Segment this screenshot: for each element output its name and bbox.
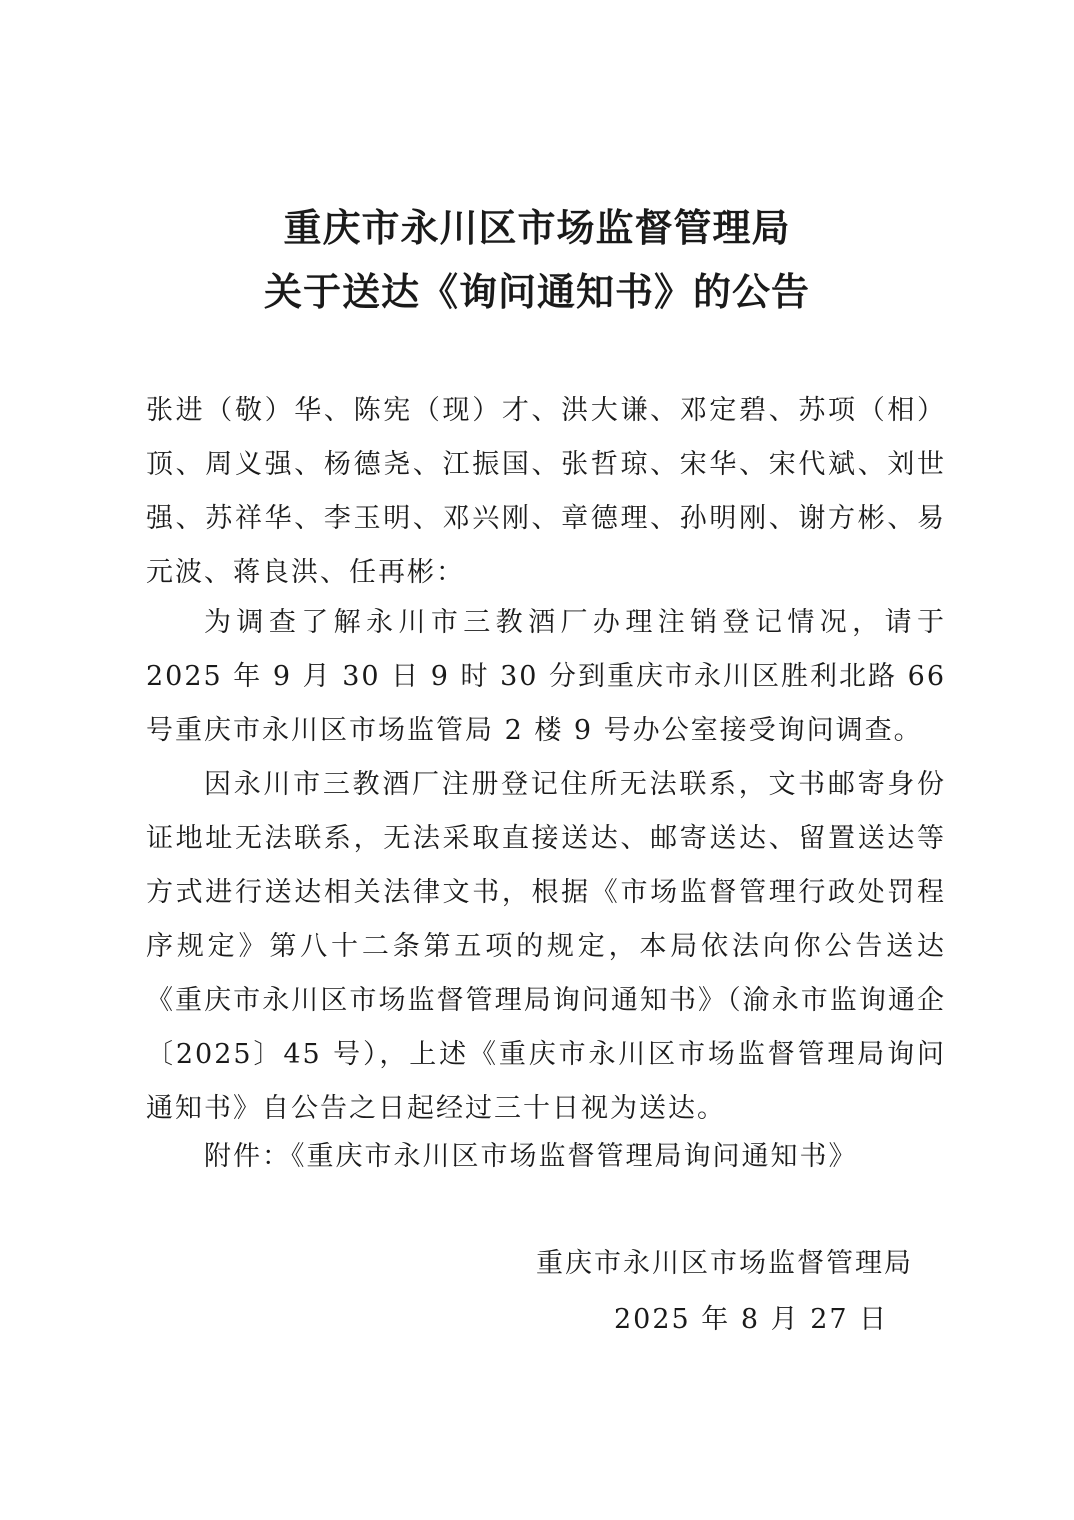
addressee-list: 张进（敬）华、陈宪（现）才、洪大谦、邓定碧、苏项（相）顶、周义强、杨德尧、江振国、张哲琼、宋华、宋代斌、刘世强、苏祥华、李玉明、邓兴刚、章德理、孙明刚、谢方彬、易元波、蒋良洪、任再彬： <box>146 395 946 588</box>
paragraph-inquiry-request: 为调查了解永川市三教酒厂办理注销登记情况，请于 2025 年 9 月 30 日 9 时 30 分到重庆市永川区胜利北路 66 号重庆市永川区市场监管局 2 楼 9 号办公室接受询问调查。 <box>146 607 946 746</box>
document-title-line-1: 重庆市永川区市场监督管理局 <box>283 205 791 250</box>
signature-date: 2025 年 8 月 27 日 <box>614 1304 889 1335</box>
paragraph-service-reason: 因永川市三教酒厂注册登记住所无法联系，文书邮寄身份证地址无法联系，无法采取直接送达、邮寄送达、留置送达等方式进行送达相关法律文书，根据《市场监督管理行政处罚程序规定》第八十二条第五项的规定，本局依法向你公告送达《重庆市永川区市场监督管理局询问通知书》（渝永市监询通企〔2025〕45 号），上述《重庆市永川区市场监督管理局询问通知书》自公告之日起经过三十日视为送达。 <box>146 769 946 1124</box>
signature-organization: 重庆市永川区市场监督管理局 <box>536 1248 913 1279</box>
document-title-line-2: 关于送达《询问通知书》的公告 <box>263 269 810 314</box>
paragraph-attachment: 附件：《重庆市永川区市场监督管理局询问通知书》 <box>204 1141 858 1172</box>
